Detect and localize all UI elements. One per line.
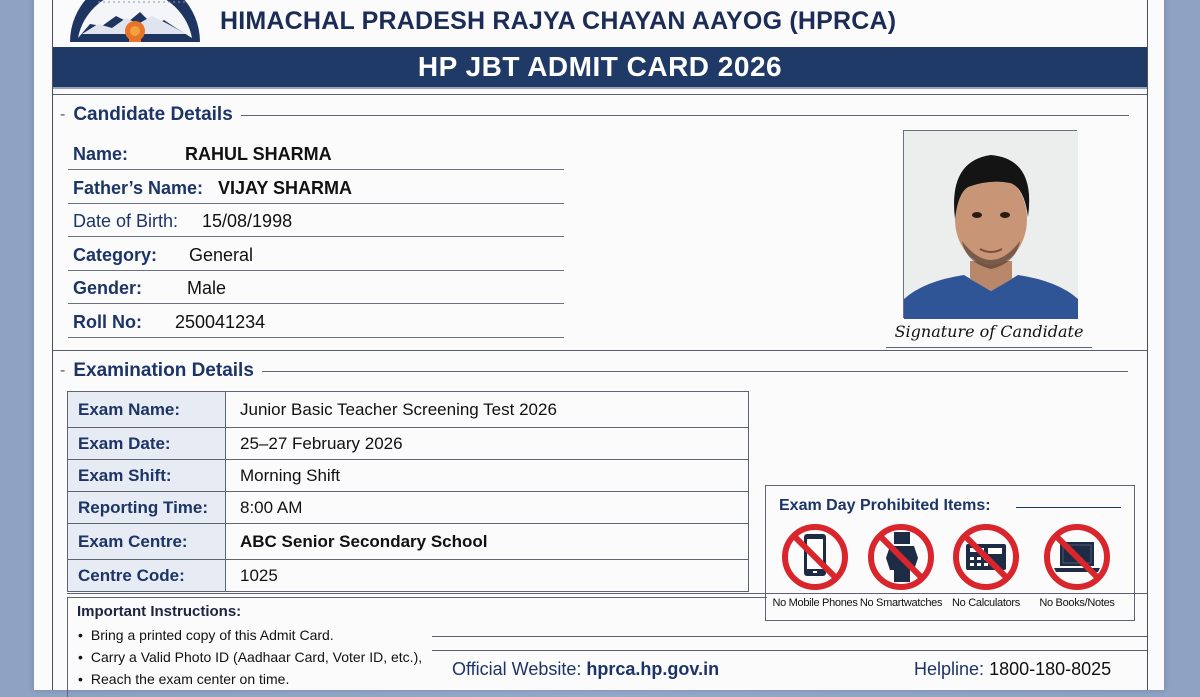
field-label: Gender:: [73, 278, 143, 298]
field-value: 15/08/1998: [202, 211, 293, 231]
field-label: Roll No:: [73, 312, 142, 332]
no-mobile-phone-icon: [780, 522, 850, 592]
prohibited-items-box: [765, 485, 1135, 621]
candidate-section-heading: [60, 104, 1129, 126]
candidate-field-category: [68, 237, 564, 271]
dash-glyph: -: [60, 362, 66, 379]
row-value: 1025: [226, 560, 749, 592]
helpline-number: 1800-180-8025: [989, 659, 1112, 679]
table-row: [68, 492, 749, 524]
instruction-item: • Carry a Valid Photo ID (Aadhaar Card, Voter ID, etc.),: [78, 646, 422, 668]
field-value: VIJAY SHARMA: [218, 178, 353, 198]
table-row: [68, 428, 749, 460]
heading-rule: [241, 115, 1129, 116]
person-photo-icon: [904, 131, 1078, 319]
website-link[interactable]: hprca.hp.gov.in: [586, 659, 720, 679]
divider: [67, 593, 1147, 594]
prohibited-item-books-notes: [1032, 522, 1122, 609]
field-value: General: [189, 245, 254, 265]
important-instructions: [67, 597, 767, 697]
divider: [432, 636, 1147, 637]
row-value: Morning Shift: [226, 460, 749, 492]
row-label: Centre Code:: [68, 560, 226, 592]
prohibited-item-calculator: [941, 522, 1031, 609]
exam-section-title: Examination Details: [73, 360, 254, 381]
divider: [53, 350, 1147, 351]
title-rule: [1016, 507, 1121, 508]
divider: [53, 94, 1147, 95]
heading-rule: [262, 371, 1128, 372]
instruction-item: • Reach the exam center on time.: [78, 668, 422, 690]
official-website: [452, 659, 719, 680]
prohibited-item-smartwatch: [856, 522, 946, 609]
hp-emblem-logo: [68, 0, 202, 42]
prohibited-item-label: No Smartwatches: [859, 597, 943, 609]
instructions-list: [78, 624, 422, 690]
field-label: Category:: [73, 245, 158, 265]
field-value: 250041234: [175, 312, 266, 332]
row-label: Exam Date:: [68, 428, 226, 460]
candidate-field-father-name: [68, 170, 564, 204]
exam-details-table: [67, 391, 749, 592]
divider: [432, 650, 1147, 651]
field-label: Date of Birth:: [73, 211, 179, 231]
field-label: Name:: [73, 144, 129, 164]
prohibited-item-label: No Mobile Phones: [772, 597, 858, 609]
signature-of-candidate: Signature of Candidate: [886, 322, 1092, 348]
candidate-field-roll-no: [68, 304, 564, 338]
field-label: Father’s Name:: [73, 178, 204, 198]
field-value: RAHUL SHARMA: [185, 144, 332, 164]
table-row: [68, 560, 749, 592]
instructions-title: Important Instructions:: [77, 603, 242, 620]
prohibited-item-mobile: [770, 522, 860, 609]
prohibited-item-label: No Calculators: [952, 597, 1020, 609]
candidate-field-name: [68, 136, 564, 170]
table-row: [68, 460, 749, 492]
table-row: [68, 524, 749, 560]
helpline: [914, 659, 1111, 680]
admit-card-banner: [53, 47, 1147, 89]
no-books-notes-icon: [1042, 522, 1112, 592]
row-value: ABC Senior Secondary School: [226, 524, 749, 560]
banner-title: HP JBT ADMIT CARD 2026: [417, 51, 783, 82]
candidate-photo: [903, 130, 1077, 318]
website-label: Official Website:: [452, 659, 582, 679]
exam-section-heading: [60, 360, 1128, 382]
row-value: 8:00 AM: [226, 492, 749, 524]
instruction-item: • Bring a printed copy of this Admit Card.: [78, 624, 422, 646]
helpline-label: Helpline:: [914, 659, 985, 679]
dash-glyph: -: [60, 106, 66, 123]
row-label: Reporting Time:: [68, 492, 226, 524]
prohibited-item-label: No Books/Notes: [1039, 597, 1115, 609]
row-label: Exam Name:: [68, 392, 226, 428]
prohibited-items-title: Exam Day Prohibited Items:: [779, 497, 991, 514]
candidate-field-dob: [68, 203, 564, 237]
row-label: Exam Shift:: [68, 460, 226, 492]
no-calculator-icon: [951, 522, 1021, 592]
candidate-section-title: Candidate Details: [73, 104, 233, 125]
row-value: 25–27 February 2026: [226, 428, 749, 460]
candidate-field-gender: [68, 270, 564, 304]
no-smartwatch-icon: [866, 522, 936, 592]
field-value: Male: [187, 278, 227, 298]
row-label: Exam Centre:: [68, 524, 226, 560]
organization-title: HIMACHAL PRADESH RAJYA CHAYAN AAYOG (HPRCA): [220, 7, 897, 35]
row-value: Junior Basic Teacher Screening Test 2026: [226, 392, 749, 428]
table-row: [68, 392, 749, 428]
